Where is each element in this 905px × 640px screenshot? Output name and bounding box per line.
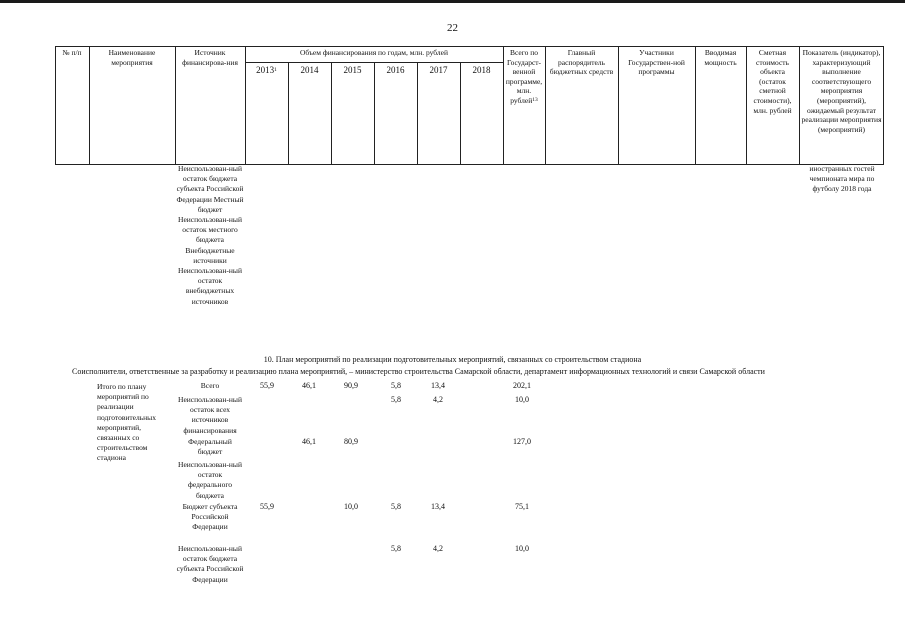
header-year-2017: 2017: [429, 65, 448, 75]
indicator-continued: иностранных гостей чемпионата мира по футболу 2018 года: [809, 164, 875, 194]
cell-total: 202,1: [513, 381, 531, 390]
table-header: [55, 46, 884, 165]
header-capacity: Вводимая мощность: [704, 48, 737, 67]
header-total: Всего по Государст-венной программе, млн. рублей$^{13}$: [505, 48, 543, 105]
row-source: Федеральный бюджет: [188, 437, 232, 457]
header-participants: Участники Государствен-ной программы: [628, 48, 685, 77]
cell-2015: 10,0: [344, 502, 358, 511]
cell-2014: 46,1: [302, 437, 316, 446]
section-title: 10. План мероприятий по реализации подготовительных мероприятий, связанных со строительством стадиона: [263, 355, 642, 364]
header-cost: Сметная стоимость объекта (остаток сметной стоимости), млн. рублей: [753, 48, 792, 115]
cell-2017: 13,4: [431, 381, 445, 390]
cell-total: 127,0: [513, 437, 531, 446]
header-indicator: Показатель (индикатор), характеризующий выполнение соответствующего мероприятия (мероприятий), ожидаемый результат реализации мероприятия (мероприятий): [801, 48, 882, 134]
item-name: Итого по плану мероприятий по реализации подготовительных мероприятий, связанных со строительством стадиона: [97, 382, 156, 463]
sources-continued: Неиспользован-ный остаток бюджета субъекта Российской Федерации Местный бюджет Неиспользован-ный остаток местного бюджета Внебюджетные источники Неиспользован-ный остаток внебюджетных источников: [176, 164, 244, 306]
cell-2016: 5,8: [391, 381, 401, 390]
cell-2015: 90,9: [344, 381, 358, 390]
cell-2016: 5,8: [391, 395, 401, 404]
cell-2013: 55,9: [260, 502, 274, 511]
cell-2017: 4,2: [433, 544, 443, 553]
header-year-2018: 2018: [472, 65, 491, 75]
header-year-2015: 2015: [343, 65, 362, 75]
header-year-2014: 2014: [300, 65, 319, 75]
header-year-2016: 2016: [386, 65, 405, 75]
header-distributor: Главный распорядитель бюджетных средств: [549, 48, 614, 77]
cell-2016: 5,8: [391, 502, 401, 511]
section-executors: Соисполнители, ответственные за разработку и реализацию плана мероприятий, – министерство строительства Самарской области, департамент информационных технологий и связи Самарской области: [72, 367, 765, 376]
cell-2016: 5,8: [391, 544, 401, 553]
row-source: Неиспользован-ный остаток всех источников финансирования: [178, 395, 242, 435]
header-funding: Объем финансирования по годам, млн. рублей: [299, 48, 449, 57]
row-source: Неиспользован-ный остаток бюджета субъекта Российской Федерации: [176, 544, 244, 584]
cell-2017: 4,2: [433, 395, 443, 404]
cell-total: 75,1: [515, 502, 529, 511]
row-source: Бюджет субъекта Российской Федерации: [182, 502, 238, 532]
header-no: № п/п: [62, 48, 82, 57]
row-source: Всего: [200, 381, 220, 390]
cell-total: 10,0: [515, 395, 529, 404]
cell-2013: 55,9: [260, 381, 274, 390]
scan-edge: [0, 0, 905, 3]
header-year-2013: 2013$^1$: [256, 65, 277, 75]
cell-2014: 46,1: [302, 381, 316, 390]
row-source: Неиспользован-ный остаток федерального бюджета: [178, 460, 242, 500]
cell-total: 10,0: [515, 544, 529, 553]
header-source: Источник финансирова-ния: [182, 48, 238, 67]
cell-2015: 80,9: [344, 437, 358, 446]
page-number: 22: [447, 22, 458, 34]
header-name: Наименование мероприятия: [108, 48, 156, 67]
cell-2017: 13,4: [431, 502, 445, 511]
